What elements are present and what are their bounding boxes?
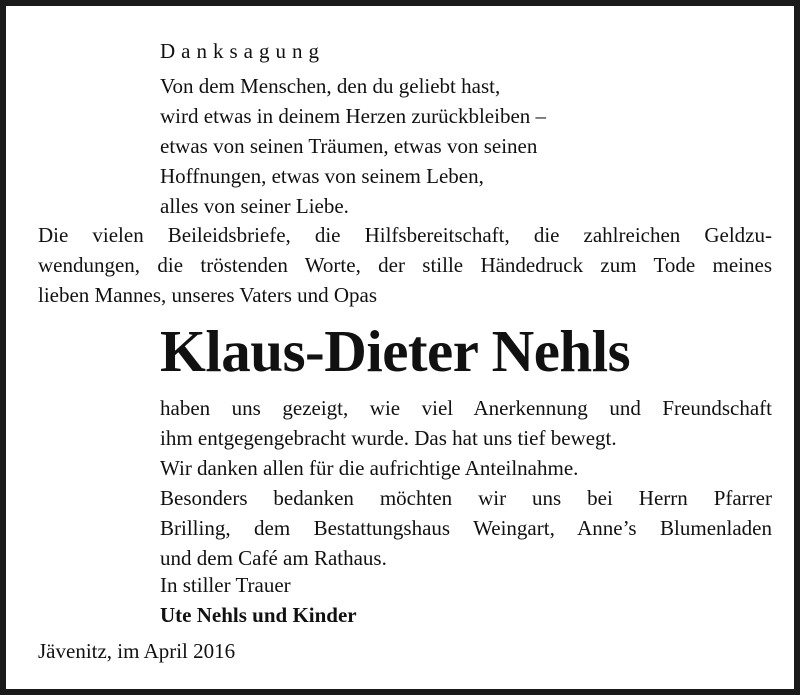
deceased-name: Klaus-Dieter Nehls	[160, 318, 631, 384]
poem-line: Hoffnungen, etwas von seinem Leben,	[160, 164, 484, 188]
poem-line: alles von seiner Liebe.	[160, 194, 349, 218]
place-date	[38, 636, 235, 666]
body-line: haben uns gezeigt, wie viel Anerkennung und Freundschaft	[160, 396, 772, 420]
body-line: Besonders bedanken möchten wir uns bei Herrn Pfarrer	[160, 486, 772, 510]
signoff-block	[160, 570, 357, 630]
poem-block	[160, 71, 546, 221]
notice-heading: Danksagung	[160, 39, 325, 63]
poem-line: wird etwas in deinem Herzen zurückbleiben –	[160, 104, 547, 128]
body-paragraph	[160, 393, 772, 573]
poem-line: etwas von seinen Träumen, etwas von seinen	[160, 134, 538, 158]
place-date-text: Jävenitz, im April 2016	[38, 639, 236, 663]
body-line: ihm entgegengebracht wurde. Das hat uns tief bewegt.	[160, 426, 617, 450]
intro-paragraph	[38, 220, 772, 310]
signers: Ute Nehls und Kinder	[160, 603, 357, 627]
poem-line: Von dem Menschen, den du geliebt hast,	[160, 74, 501, 98]
body-line: und dem Café am Rathaus.	[160, 546, 387, 570]
intro-line: lieben Mannes, unseres Vaters und Opas	[38, 283, 378, 307]
intro-line: wendungen, die tröstenden Worte, der stille Händedruck zum Tode meines	[38, 253, 772, 277]
body-line: Wir danken allen für die aufrichtige Anteilnahme.	[160, 456, 579, 480]
intro-line: Die vielen Beileidsbriefe, die Hilfsbereitschaft, die zahlreichen Geldzu-	[38, 223, 772, 247]
body-line: Brilling, dem Bestattungshaus Weingart, Anne’s Blumenladen	[160, 516, 772, 540]
mourning-phrase: In stiller Trauer	[160, 573, 291, 597]
